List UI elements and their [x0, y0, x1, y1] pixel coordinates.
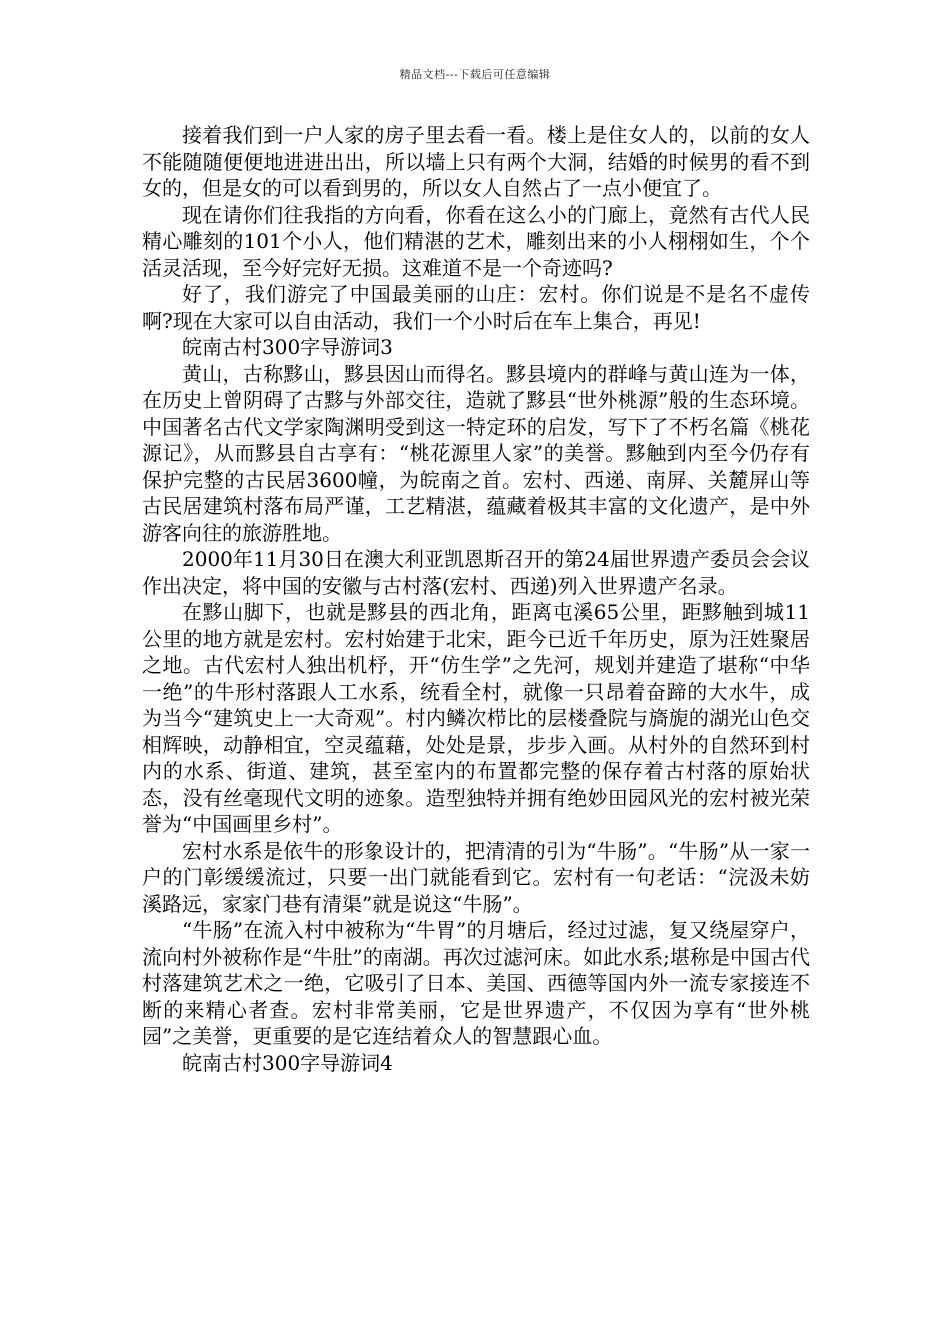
section-heading-3: 皖南古村300字导游词3	[182, 335, 393, 359]
page-header: 精品文档---下载后可任意编辑	[399, 68, 551, 81]
paragraph-carved-figures: 现在请你们往我指的方向看，你看在这么小的门廊上，竟然有古代人民精心雕刻的101个小人，他们精湛的艺术，雕刻出来的小人栩栩如生，个个活灵活现，至今好完好无损。这难道不是一个奇迹吗?	[142, 202, 810, 280]
paragraph-hongcun-location: 在黟山脚下，也就是黟县的西北角，距离屯溪65公里，距黟触到城11公里的地方就是宏村。宏村始建于北宋，距今已近千年历史，原为汪姓聚居之地。古代宏村人独出机杼，开“仿生学”之先河，规划并建造了堪称“中华一绝”的牛形村落跟人工水系，统看全村，就像一只昂着奋蹄的大水牛，成为当今“建筑史上一大奇观”。村内鳞次栉比的层楼叠院与旖旎的湖光山色交相辉映，动静相宜，空灵蕴藉，处处是景，步步入画。从村外的自然环到村内的水系、街道、建筑，甚至室内的布置都完整的保存着古村落的原始状态，没有丝毫现代文明的迹象。造型独特并拥有绝妙田园风光的宏村被光荣誉为“中国画里乡村”。	[142, 600, 810, 836]
section-heading-4: 皖南古村300字导游词4	[182, 1050, 393, 1075]
paragraph-huangshan-intro: 黄山，古称黟山，黟县因山而得名。黟县境内的群峰与黄山连为一体，在历史上曾阴碍了古黟与外部交往，造就了黟县“世外桃源”般的生态环境。中国著名古代文学家陶渊明受到这一特定环的启发，写下了不朽名篇《桃花源记》，从而黟县自古享有：“桃花源里人家”的美誉。黟触到内至今仍存有保护完整的古民居3600幢，为皖南之首。宏村、西递、南屏、关麓屏山等古民居建筑村落布局严谨，工艺精湛，蕴藏着极其丰富的文化遗产，是中外游客向往的旅游胜地。	[142, 361, 810, 545]
paragraph-house-visit: 接着我们到一户人家的房子里去看一看。楼上是住女人的，以前的女人不能随随便便地进进出出，所以墙上只有两个大洞，结婚的时候男的看不到女的，但是女的可以看到男的，所以女人自然占了一点小便宜了。	[142, 123, 810, 200]
paragraph-ox-stomach: “牛肠”在流入村中被称为“牛胃”的月塘后，经过过滤，复又绕屋穿户，流向村外被称作是“牛肚”的南湖。再次过滤河床。如此水系;堪称是中国古代村落建筑艺术之一绝，它吸引了日本、美国、西德等国内外一流专家接连不断的来精心者查。宏村非常美丽，它是世界遗产，不仅因为享有“世外桃园”之美誉，更重要的是它连结着众人的智慧跟心血。	[142, 918, 810, 1048]
paragraph-world-heritage: 2000年11月30日在澳大利亚凯恩斯召开的第24届世界遗产委员会会议作出决定，将中国的安徽与古村落(宏村、西递)列入世界遗产名录。	[142, 547, 810, 598]
paragraph-tour-end: 好了，我们游完了中国最美丽的山庄：宏村。你们说是不是名不虚传啊?现在大家可以自由活动，我们一个小时后在车上集合，再见!	[142, 282, 810, 333]
document-body	[142, 122, 810, 1076]
paragraph-water-system: 宏村水系是依牛的形象设计的，把清清的引为“牛肠”。“牛肠”从一家一户的门彰缓缓流过，只要一出门就能看到它。宏村有一句老话：“浣汲未妨溪路远，家家门巷有清渠”就是说这“牛肠”。	[142, 838, 810, 916]
